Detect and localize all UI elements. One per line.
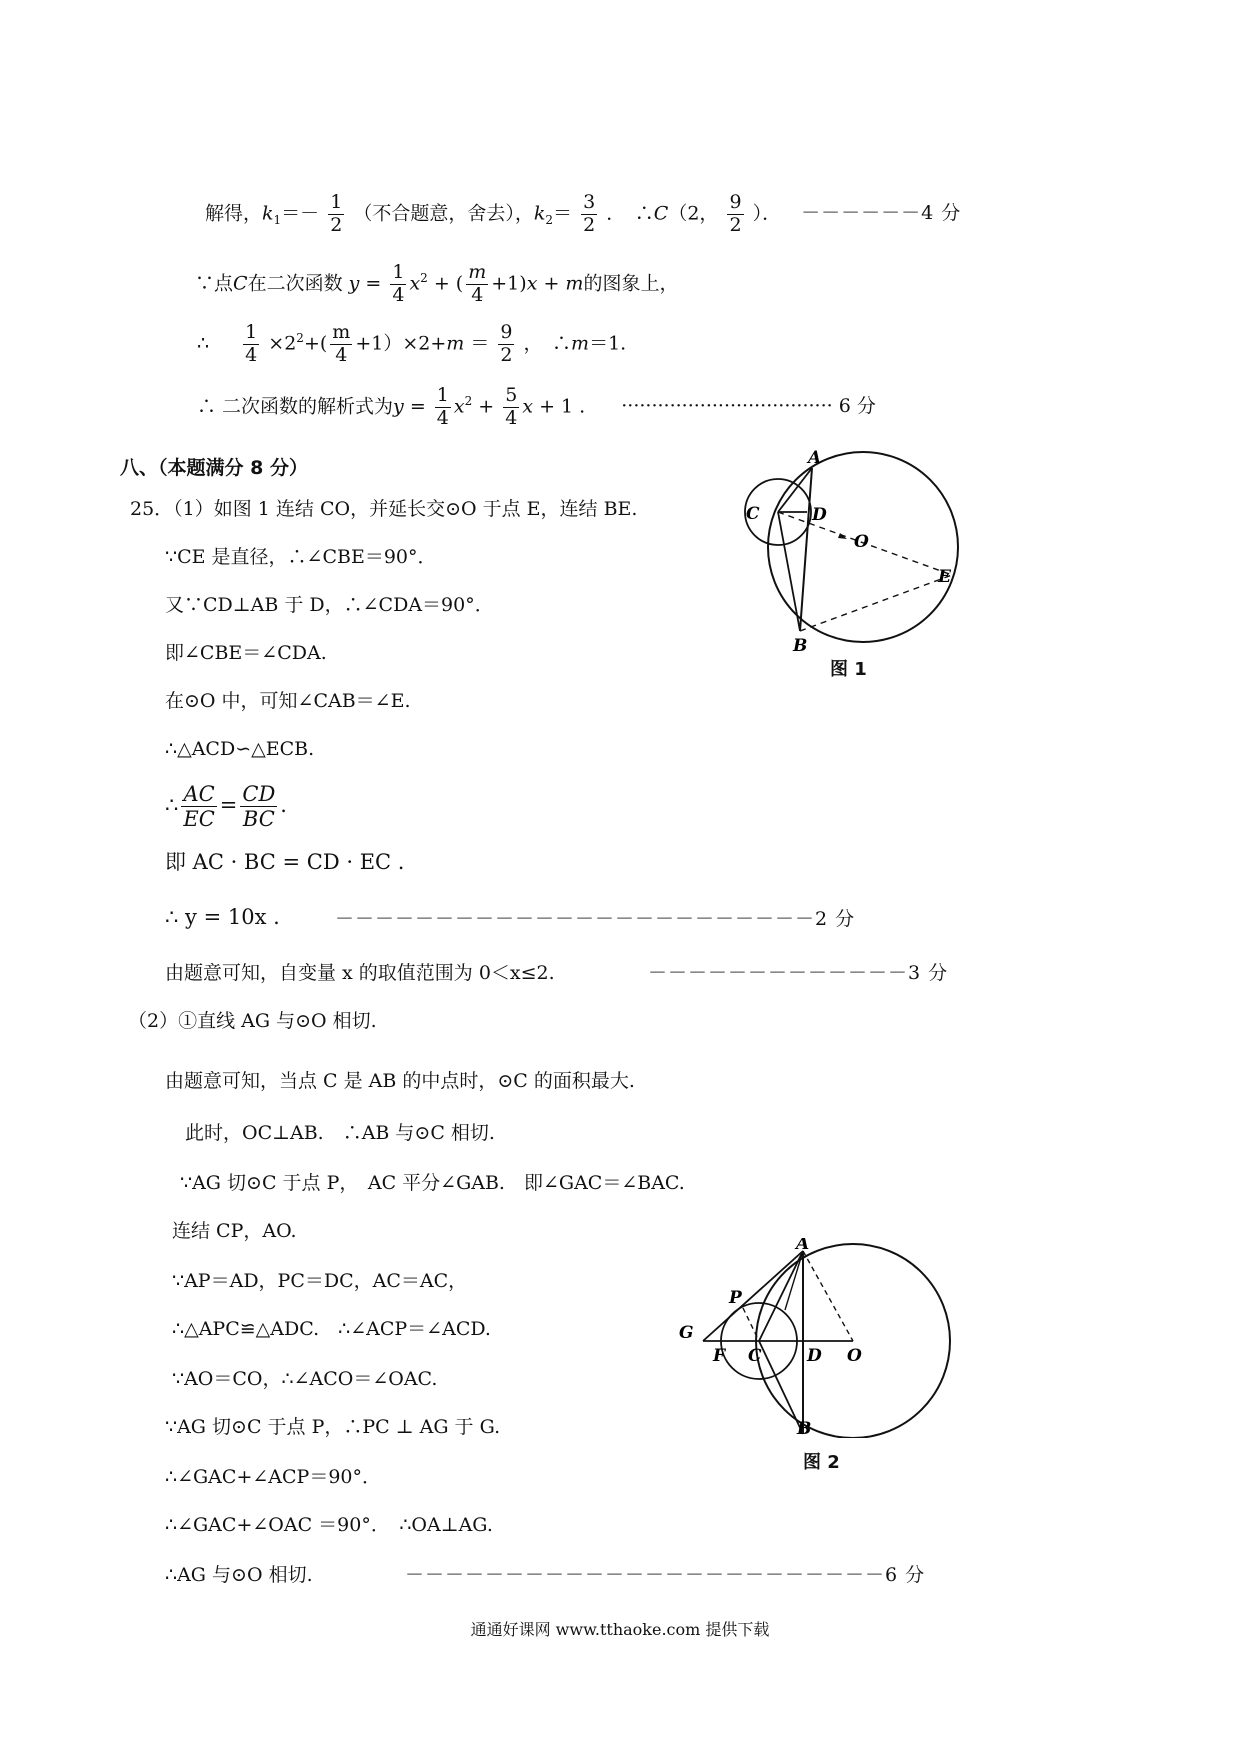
denominator: EC [183,807,215,832]
denominator: 2 [330,213,343,236]
score-mark: ··································· 6 分 [621,395,876,418]
text: +1）×2+ [355,332,447,355]
proof-step-2: 又∵CD⊥AB 于 D，∴∠CDA＝90°． [165,594,494,616]
numerator: 1 [392,261,405,283]
sub: 2 [545,213,554,228]
text: 在二次函数 [247,272,343,295]
solution-line-3 [197,322,626,367]
label-d: D [807,1346,822,1366]
proof-step-3: 即∠CBE＝∠CDA. [165,642,327,664]
sup: 2 [420,271,428,286]
fraction [240,782,277,831]
var-x: x [522,395,534,418]
numerator: CD [242,782,276,806]
figure-1-diagram [730,445,960,655]
page-footer: 通通好课网 www.tthaoke.com 提供下载 [470,1620,770,1639]
label-g: G [679,1323,694,1343]
proof-step-7: 即 AC · BC = CD · EC . [165,850,405,874]
problem-25-part1: 25．（1）如图 1 连结 CO，并延长交⊙O 于点 E，连结 BE. [130,498,638,520]
fraction [243,322,259,367]
numerator: 1 [436,384,449,406]
domain-line: 由题意可知，自变量 x 的取值范围为 0＜x≤2. [165,962,555,984]
fraction [727,192,743,237]
label-o: O [847,1346,862,1366]
var-c: C [233,272,248,295]
denominator: 4 [505,406,518,429]
text: ， ∴ [523,332,572,355]
label-o: O [854,532,869,552]
text: + 1 . [533,395,586,418]
solution-line-2 [195,262,678,307]
numerator: 1 [245,321,258,343]
text: ∴ [197,332,210,355]
text: 的图象上， [583,272,679,295]
label-b: B [797,1419,812,1438]
reason-2: 此时，OC⊥AB. ∴AB 与⊙C 相切. [185,1122,495,1144]
score-mark-3: －－－－－－－－－－－－－3 分 [648,962,949,984]
denominator: BC [242,807,275,832]
proof-step-8: ∴ y = 10x . [165,905,280,929]
text: ． ∴ [606,202,654,225]
numerator: 9 [500,321,513,343]
problem-25-part2: （2）①直线 AG 与⊙O 相切. [128,1010,377,1032]
denominator: 4 [392,283,405,306]
score-mark-2: －－－－－－－－－－－－－－－－－－－－－－－－2 分 [335,908,856,930]
var-y: y [348,272,360,295]
numerator: 3 [583,191,596,213]
reason-8: ∵AG 切⊙C 于点 P，∴PC ⊥ AG 于 G. [165,1416,501,1438]
var-m: m [565,272,584,295]
var-y: y [393,395,404,418]
numerator: m [332,321,351,343]
denominator: 2 [729,213,742,236]
var-x: x [409,272,421,295]
fraction [390,262,406,307]
proof-step-5: ∴△ACD∽△ECB. [165,738,315,760]
score-mark-6: －－－－－－－－－－－－－－－－－－－－－－－－6 分 [405,1564,926,1586]
section-header: 八、（本题满分 8 分） [120,457,308,479]
denominator: 4 [245,343,258,366]
text: ＝ [470,332,490,355]
label-b: B [793,636,808,655]
label-c: C [746,504,760,524]
label-p: P [729,1288,742,1308]
text: = [219,793,238,818]
var-x: x [526,272,538,295]
text: +( [303,332,328,355]
text: ∴ 二次函数的解析式为 [197,395,394,418]
fraction [330,322,352,367]
denominator: 2 [500,343,513,366]
proof-step-6 [165,782,287,831]
reason-6: ∴△APC≌△ADC. ∴∠ACP＝∠ACD. [172,1318,491,1340]
label-a: A [796,1238,810,1254]
figure-2-caption: 图 2 [803,1452,840,1473]
text: ×2 [268,332,297,355]
proof-step-4: 在⊙O 中，可知∠CAB＝∠E. [165,690,411,712]
var-m: m [446,332,465,355]
var-k2: k [533,202,546,225]
label-d: D [812,505,827,525]
sup: 2 [464,394,473,409]
var-x: x [453,395,465,418]
denominator: 4 [335,343,348,366]
numerator: 5 [505,384,518,406]
text: = [359,272,388,295]
fraction [181,782,216,831]
denominator: 4 [436,406,449,429]
sub: 1 [273,213,282,228]
numerator: AC [181,782,216,807]
text: ＝－ [281,202,320,225]
reason-7: ∵AO＝CO，∴∠ACO＝∠OAC. [172,1368,438,1390]
fraction [435,385,451,430]
var-k1: k [262,202,274,225]
denominator: 4 [471,283,484,306]
reason-5: ∵AP＝AD，PC＝DC，AC＝AC， [172,1270,468,1292]
text: ＝ [553,202,573,225]
numerator: 1 [330,191,343,213]
numerator: m [468,261,487,283]
text: +1) [491,272,527,295]
label-c: C [748,1346,762,1366]
text: + [537,272,566,295]
solution-line-4 [197,385,876,430]
figure-1-caption: 图 1 [830,659,867,680]
var-m: m [571,332,590,355]
solution-line-1 [205,192,961,237]
text: = [403,395,432,418]
text: ）． [752,202,782,225]
text: ＝1. [589,332,627,355]
var-c: C [653,202,669,225]
text: . [280,793,287,818]
reason-3: ∵AG 切⊙C 于点 P， AC 平分∠GAB. 即∠GAC＝∠BAC. [180,1172,685,1194]
reason-10: ∴∠GAC+∠OAC ＝90°． ∴OA⊥AG. [165,1514,493,1536]
text: （不合题意，舍去）， [353,202,534,225]
text: 解得， [205,202,263,225]
score-mark: －－－－－－4 分 [801,202,962,225]
sup: 2 [296,331,304,346]
text: ∵点 [195,272,234,295]
reason-1: 由题意可知，当点 C 是 AB 的中点时，⊙C 的面积最大. [165,1070,635,1092]
proof-step-1: ∵CE 是直径，∴∠CBE＝90°． [165,546,437,568]
fraction [498,322,514,367]
fraction [503,385,519,430]
label-f: F [713,1346,726,1366]
text: （2， [668,202,719,225]
text: + ( [427,272,464,295]
reason-11: ∴AG 与⊙O 相切. [165,1564,313,1586]
denominator: 2 [583,213,596,236]
fraction [466,262,488,307]
text: ∴ [165,793,179,818]
reason-4: 连结 CP，AO. [172,1220,297,1242]
figure-2-diagram [675,1238,955,1438]
text: + [472,395,501,418]
label-e: E [938,567,951,587]
numerator: 9 [729,191,742,213]
fraction [328,192,344,237]
reason-9: ∴∠GAC+∠ACP＝90°． [165,1466,382,1488]
label-a: A [808,448,822,468]
fraction [581,192,597,237]
